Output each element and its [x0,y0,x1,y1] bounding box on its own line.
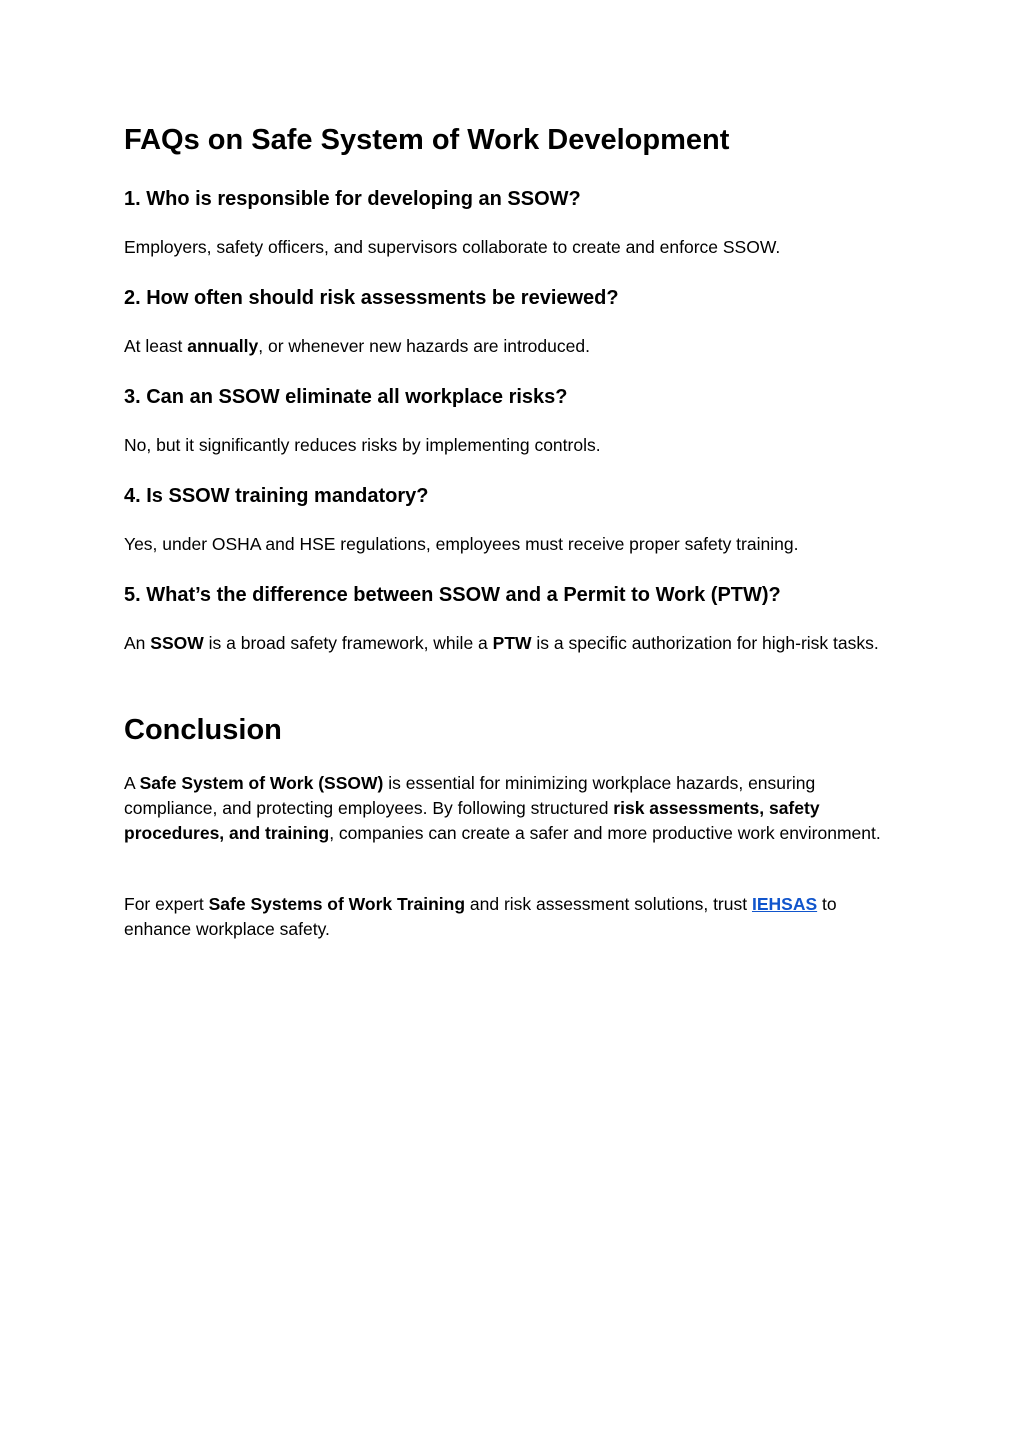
faq-question-2: 2. How often should risk assessments be reviewed? [124,287,619,309]
paragraph-text: , companies can create a safer and more productive work environment. [329,823,881,843]
answer-bold-text: PTW [492,633,532,653]
faq-answer-4: Yes, under OSHA and HSE regulations, employees must receive proper safety training. [124,534,799,554]
answer-bold-text: annually [187,336,259,356]
answer-text: is a specific authorization for high-risk tasks. [531,633,879,653]
paragraph-text: A [124,773,140,793]
faq-question-5: 5. What’s the difference between SSOW and a Permit to Work (PTW)? [124,584,781,606]
answer-text: , or whenever new hazards are introduced. [258,336,590,356]
iehsas-link[interactable]: IEHSAS [751,894,818,914]
faq-answer-3: No, but it significantly reduces risks by implementing controls. [124,435,601,455]
faq-question-4: 4. Is SSOW training mandatory? [124,485,429,507]
paragraph-text: and risk assessment solutions, trust [465,894,752,914]
answer-bold-text: SSOW [150,633,204,653]
paragraph-bold-text: Safe Systems of Work Training [208,894,466,914]
paragraph-bold-text: Safe System of Work (SSOW) [139,773,384,793]
conclusion-paragraph-1 [124,771,899,846]
answer-text: At least [124,336,188,356]
paragraph-text: to enhance workplace safety. [124,894,837,939]
conclusion-paragraph-2 [124,892,899,942]
faq-question-1: 1. Who is responsible for developing an SSOW? [124,188,581,210]
faq-answer-5 [124,631,899,656]
answer-text: An [124,633,151,653]
faq-question-3: 3. Can an SSOW eliminate all workplace risks? [124,386,568,408]
paragraph-text: For expert [124,894,209,914]
paragraph-bold-text: risk assessments, safety procedures, and training [124,798,820,843]
faq-answer-1: Employers, safety officers, and supervisors collaborate to create and enforce SSOW. [124,237,781,257]
faq-title: FAQs on Safe System of Work Development [124,124,730,156]
paragraph-text: is essential for minimizing workplace hazards, ensuring compliance, and protecting employees. By following structured [124,773,816,818]
faq-answer-2 [124,334,899,359]
answer-text: is a broad safety framework, while a [203,633,493,653]
conclusion-title: Conclusion [124,714,282,746]
